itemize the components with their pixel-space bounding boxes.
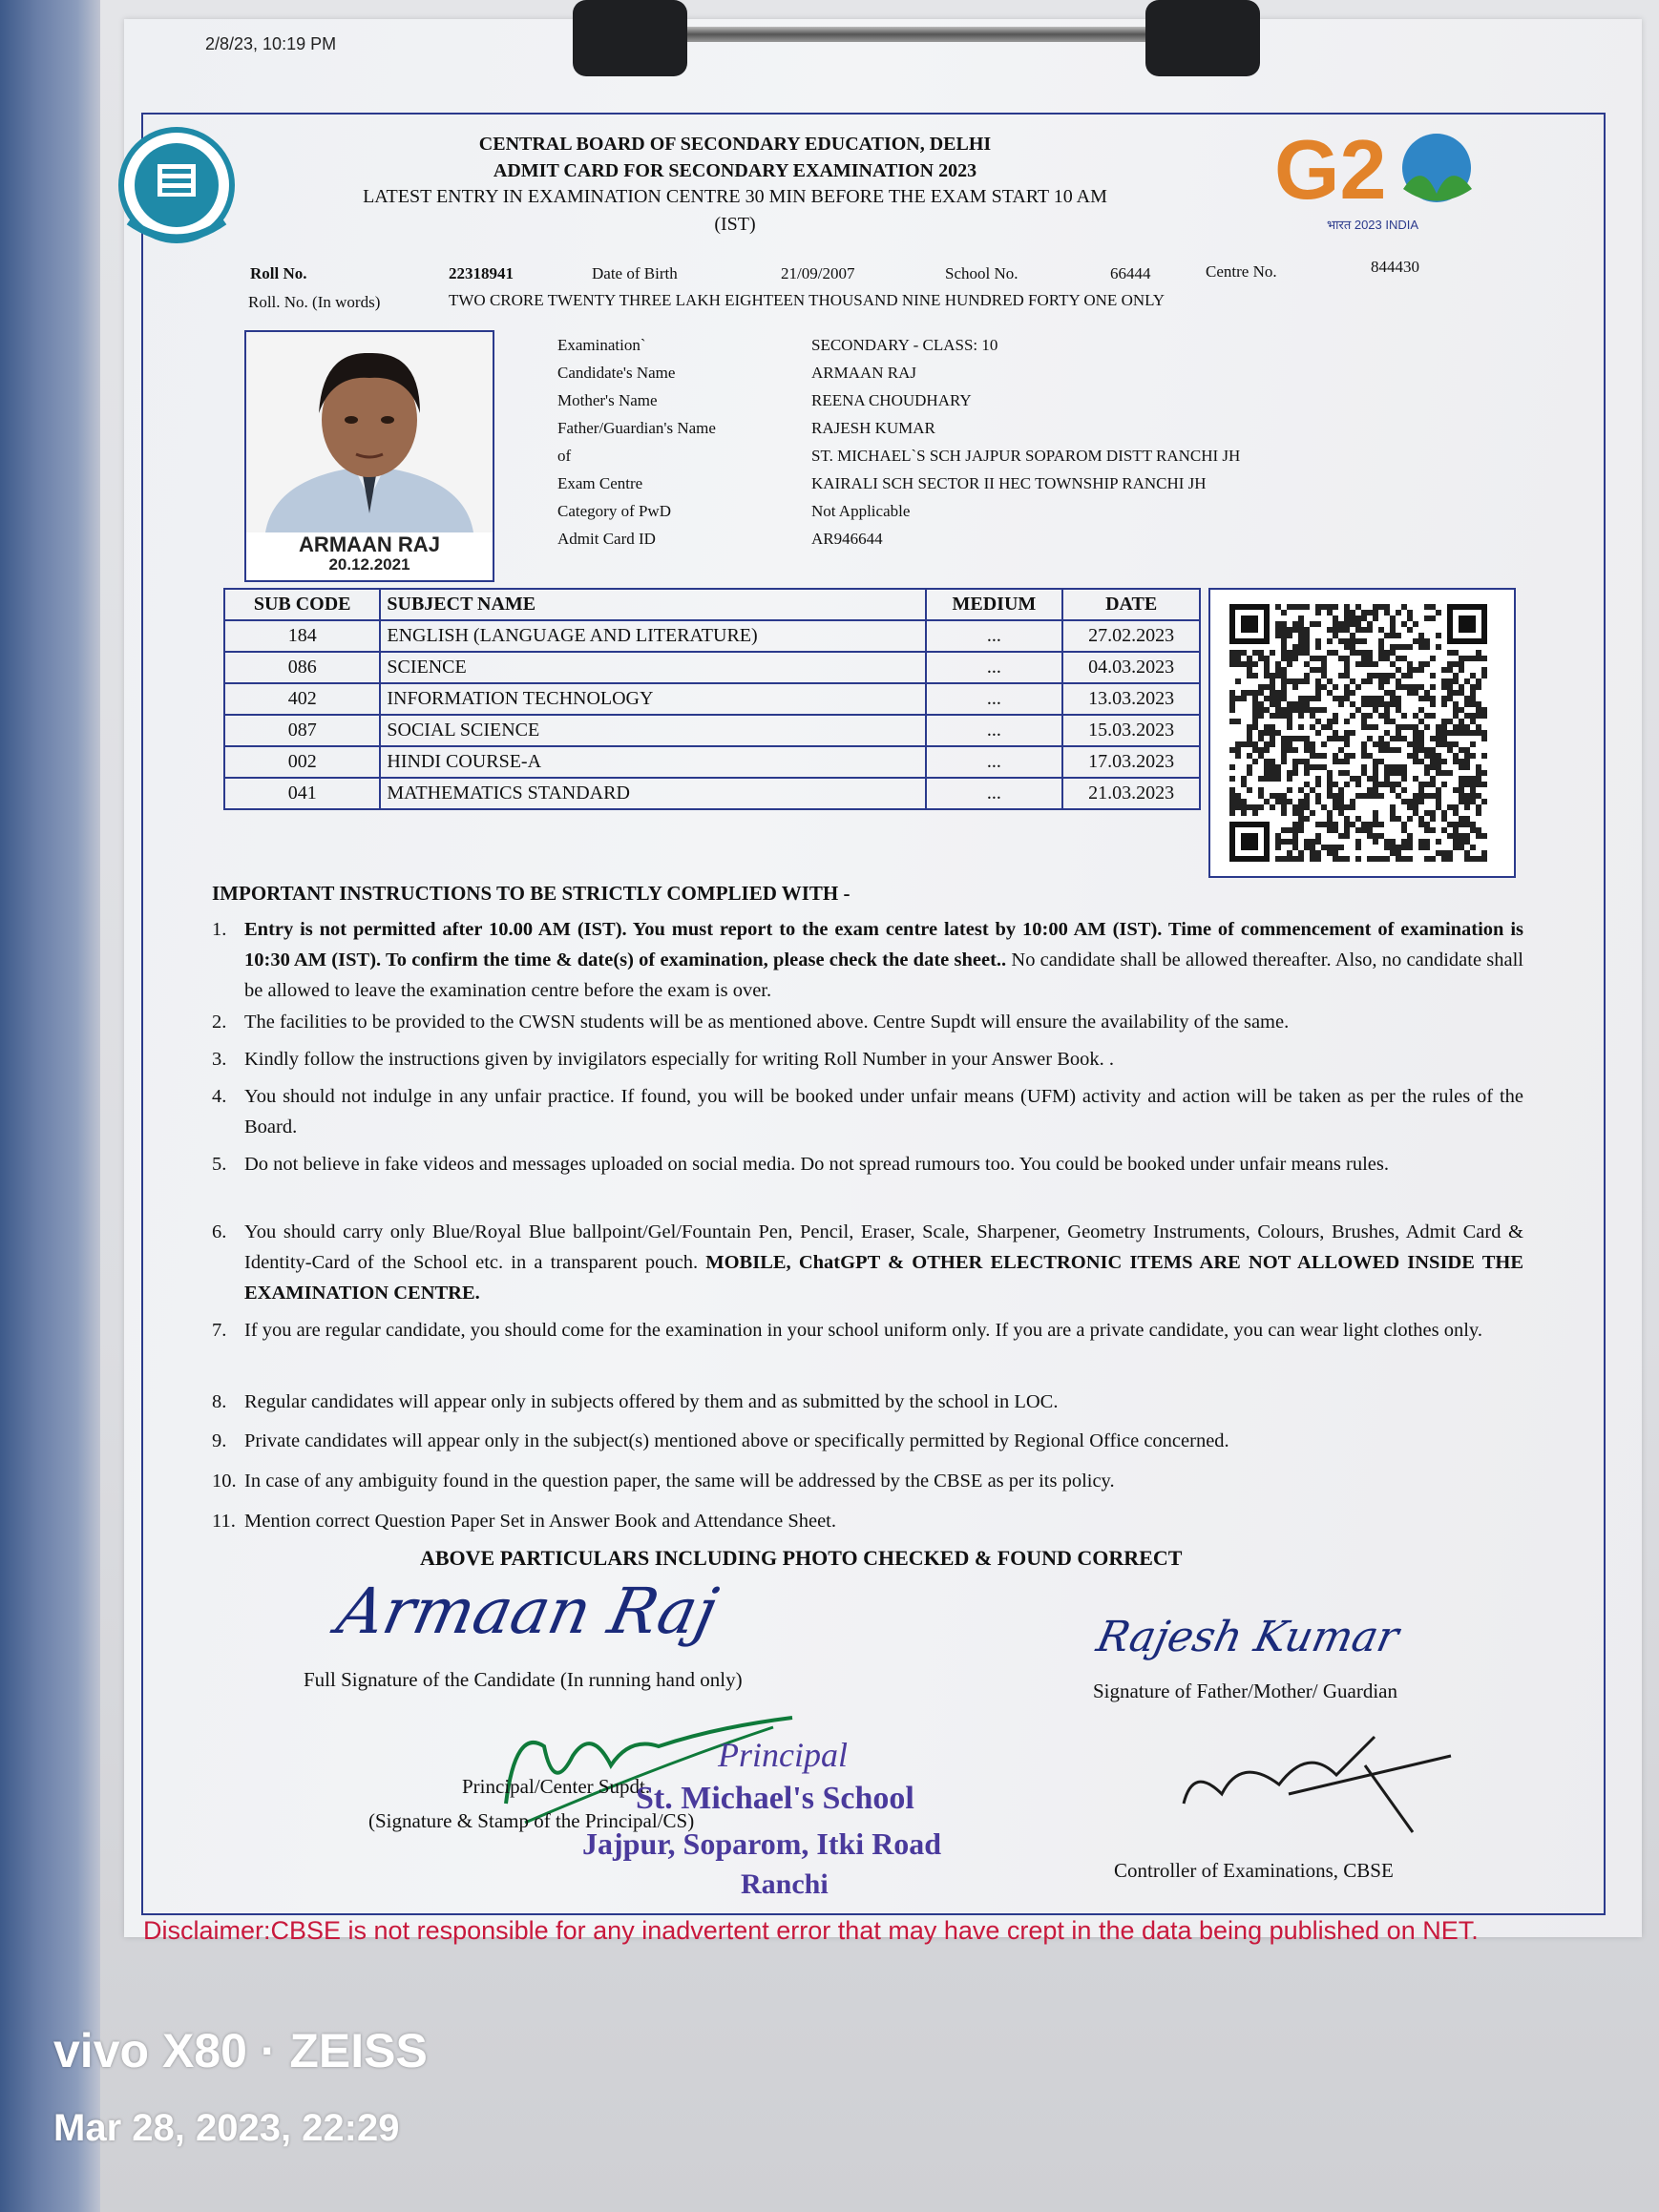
detail-label: Examination` [557, 336, 646, 354]
stamp-school: St. Michael's School [636, 1781, 914, 1816]
instruction-number: 1. [212, 919, 227, 940]
principal-stamp-label: (Signature & Stamp of the Principal/CS) [368, 1809, 695, 1832]
roll-words-value: TWO CRORE TWENTY THREE LAKH EIGHTEEN THOUSAND NINE HUNDRED FORTY ONE ONLY [449, 291, 1166, 309]
dob-value: 21/09/2007 [781, 264, 855, 282]
instruction-bold-text: Entry is not permitted after 10.00 AM (IST). You must report to the exam centre latest by 10:00 AM (IST). Time of commencement of examination is 10:30 AM (IST). To confirm the time & date(s) of examination, please check the date sheet.. [244, 919, 1523, 970]
instruction-item [212, 1466, 1539, 1496]
table-row [224, 652, 1200, 683]
roll-label: Roll No. [250, 264, 307, 282]
instruction-text: You should not indulge in any unfair practice. If found, you will be booked under unfair means (UFM) activity and action will be taken as per the rules of the Board. [244, 1086, 1523, 1137]
instruction-text: Regular candidates will appear only in subjects offered by them and as submitted by the school in LOC. [244, 1391, 1059, 1412]
stamp-city: Ranchi [741, 1868, 829, 1900]
confirmation-text: ABOVE PARTICULARS INCLUDING PHOTO CHECKED & FOUND CORRECT [420, 1546, 1183, 1570]
subject-name: HINDI COURSE-A [380, 746, 925, 778]
qr-code-icon [1210, 590, 1514, 876]
table-row [224, 620, 1200, 652]
detail-label: Mother's Name [557, 391, 658, 409]
stamp-principal: Principal [718, 1736, 848, 1774]
instruction-number: 9. [212, 1430, 227, 1451]
instruction-text: In case of any ambiguity found in the question paper, the same will be addressed by the CBSE as per its policy. [244, 1471, 1115, 1492]
controller-label: Controller of Examinations, CBSE [1114, 1859, 1394, 1882]
detail-label: Father/Guardian's Name [557, 419, 716, 437]
medium: ... [926, 620, 1063, 652]
detail-value: AR946644 [811, 530, 883, 548]
g20-logo [1270, 122, 1480, 237]
candidate-signature-label: Full Signature of the Candidate (In running hand only) [304, 1668, 743, 1691]
detail-value: REENA CHOUDHARY [811, 391, 972, 409]
instruction-item [212, 1081, 1539, 1142]
sub-code: 184 [224, 620, 380, 652]
school-label: School No. [945, 264, 1018, 282]
sub-code: 402 [224, 683, 380, 715]
instruction-number: 5. [212, 1154, 227, 1175]
instruction-number: 4. [212, 1086, 227, 1107]
detail-value: SECONDARY - CLASS: 10 [811, 336, 998, 354]
detail-value: KAIRALI SCH SECTOR II HEC TOWNSHIP RANCHI JH [811, 474, 1207, 492]
centre-value: 844430 [1371, 258, 1419, 276]
photo-caption-date: 20.12.2021 [328, 555, 410, 574]
instruction-number: 7. [212, 1320, 227, 1341]
table-row [224, 683, 1200, 715]
table-row [224, 778, 1200, 809]
instruction-item [212, 1044, 1539, 1075]
detail-value: RAJESH KUMAR [811, 419, 935, 437]
detail-label: Candidate's Name [557, 364, 676, 382]
roll-words-label: Roll. No. (In words) [248, 293, 381, 311]
detail-value: Not Applicable [811, 502, 911, 520]
instruction-bold-text: MOBILE, ChatGPT & OTHER ELECTRONIC ITEMS ARE NOT ALLOWED INSIDE THE EXAMINATION CENTRE. [244, 1252, 1523, 1304]
col-header: SUB CODE [224, 589, 380, 620]
candidate-photo [244, 330, 494, 582]
subject-name: MATHEMATICS STANDARD [380, 778, 925, 809]
instruction-number: 11. [212, 1511, 236, 1532]
instruction-item [212, 1426, 1539, 1456]
school-value: 66444 [1110, 264, 1151, 282]
instruction-number: 2. [212, 1012, 227, 1033]
disclaimer-text: Disclaimer:CBSE is not responsible for any inadvertent error that may have crept in the data being published on NET. [143, 1916, 1479, 1945]
instruction-number: 8. [212, 1391, 227, 1412]
instruction-number: 3. [212, 1049, 227, 1070]
controller-signature-icon [1174, 1727, 1460, 1842]
subject-name: SOCIAL SCIENCE [380, 715, 925, 746]
detail-value: ST. MICHAEL`S SCH JAJPUR SOPAROM DISTT RANCHI JH [811, 447, 1241, 465]
instruction-text: Do not believe in fake videos and messages uploaded on social media. Do not spread rumours too. You could be booked under unfair means rules. [244, 1154, 1389, 1175]
camera-watermark-datetime: Mar 28, 2023, 22:29 [53, 2107, 400, 2149]
board-title: CENTRAL BOARD OF SECONDARY EDUCATION, DELHI [478, 134, 992, 155]
table-row [224, 715, 1200, 746]
instruction-item [212, 1315, 1539, 1346]
centre-label: Centre No. [1206, 262, 1277, 281]
instruction-item [212, 1007, 1539, 1037]
entry-notice: LATEST ENTRY IN EXAMINATION CENTRE 30 MIN BEFORE THE EXAM START 10 AM [363, 186, 1107, 207]
col-header: DATE [1062, 589, 1200, 620]
exam-date: 21.03.2023 [1062, 778, 1200, 809]
exam-date: 17.03.2023 [1062, 746, 1200, 778]
instructions-title: IMPORTANT INSTRUCTIONS TO BE STRICTLY COMPLIED WITH - [212, 882, 850, 905]
exam-date: 27.02.2023 [1062, 620, 1200, 652]
entry-notice-ist: (IST) [714, 214, 756, 235]
stamp-address: Jajpur, Soparom, Itki Road [582, 1826, 942, 1861]
table-header-row [224, 589, 1200, 620]
detail-label: Admit Card ID [557, 530, 656, 548]
candidate-signature: Armaan Raj [330, 1575, 724, 1648]
dob-label: Date of Birth [592, 264, 678, 282]
detail-label: Category of PwD [557, 502, 671, 520]
roll-value: 22318941 [449, 264, 514, 282]
g20-emblem-icon [1270, 122, 1480, 218]
sub-code: 087 [224, 715, 380, 746]
instruction-text: The facilities to be provided to the CWSN students will be as mentioned above. Centre Supdt will ensure the availability of the same. [244, 1012, 1290, 1033]
instruction-number: 10. [212, 1471, 237, 1492]
print-timestamp: 2/8/23, 10:19 PM [205, 34, 337, 53]
instruction-text: Mention correct Question Paper Set in Answer Book and Attendance Sheet. [244, 1511, 836, 1532]
sub-code: 002 [224, 746, 380, 778]
sub-code: 086 [224, 652, 380, 683]
medium: ... [926, 778, 1063, 809]
principal-label: Principal/Center Supdt. [462, 1775, 651, 1798]
photo-caption-name: ARMAAN RAJ [299, 532, 440, 556]
svg-text:G2: G2 [1274, 122, 1387, 217]
camera-watermark-model: vivo X80 · ZEISS [53, 2024, 428, 2077]
candidate-portrait-icon [246, 332, 493, 532]
sub-code: 041 [224, 778, 380, 809]
instruction-item [212, 914, 1539, 1006]
col-header: SUBJECT NAME [380, 589, 925, 620]
guardian-signature-label: Signature of Father/Mother/ Guardian [1093, 1680, 1397, 1702]
exam-date: 04.03.2023 [1062, 652, 1200, 683]
g20-subtitle: भारत 2023 INDIA [1327, 218, 1419, 232]
instruction-text: No candidate shall be allowed thereafter. Also, no candidate shall be allowed to leave the examination centre before the exam is over. [244, 949, 1524, 1001]
detail-label: Exam Centre [557, 474, 643, 492]
instruction-text: Private candidates will appear only in the subject(s) mentioned above or specifically permitted by Regional Office concerned. [244, 1430, 1229, 1451]
table-row [224, 746, 1200, 778]
medium: ... [926, 652, 1063, 683]
instruction-text: Kindly follow the instructions given by invigilators especially for writing Roll Number in your Answer Book. . [244, 1049, 1114, 1070]
subject-table [223, 588, 1201, 810]
instruction-item [212, 1149, 1539, 1179]
cbse-logo-icon [110, 126, 243, 250]
detail-value: ARMAAN RAJ [811, 364, 917, 382]
medium: ... [926, 715, 1063, 746]
medium: ... [926, 683, 1063, 715]
subject-name: SCIENCE [380, 652, 925, 683]
instruction-text: You should carry only Blue/Royal Blue ballpoint/Gel/Fountain Pen, Pencil, Eraser, Scale, Sharpener, Geometry Instruments, Colours, Brushes, Admit Card & Identity-Card of the School etc. in a transparent pouch. [244, 1221, 1523, 1273]
subject-name: INFORMATION TECHNOLOGY [380, 683, 925, 715]
medium: ... [926, 746, 1063, 778]
instruction-item [212, 1217, 1539, 1308]
instruction-item [212, 1387, 1539, 1417]
col-header: MEDIUM [926, 589, 1063, 620]
instruction-number: 6. [212, 1221, 227, 1242]
exam-date: 13.03.2023 [1062, 683, 1200, 715]
subject-name: ENGLISH (LANGUAGE AND LITERATURE) [380, 620, 925, 652]
guardian-signature: Rajesh Kumar [1092, 1613, 1403, 1661]
qr-code [1208, 588, 1516, 878]
detail-label: of [557, 447, 572, 465]
instruction-text: If you are regular candidate, you should come for the examination in your school uniform only. If you are a private candidate, you can wear light clothes only. [244, 1320, 1482, 1341]
card-title: ADMIT CARD FOR SECONDARY EXAMINATION 2023 [493, 160, 977, 181]
exam-date: 15.03.2023 [1062, 715, 1200, 746]
instruction-item [212, 1506, 1539, 1536]
